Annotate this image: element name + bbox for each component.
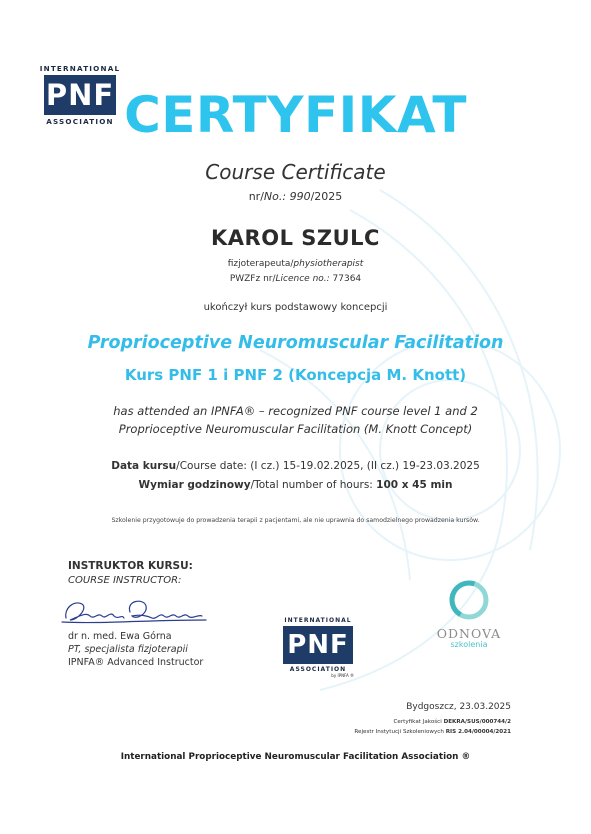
quality-value: DEKRA/SUS/000744/2 <box>443 719 511 725</box>
register-value: RIS 2.04/00004/2021 <box>445 729 511 735</box>
logo-top-association: ASSOCIATION <box>46 117 114 126</box>
instructor-details <box>68 630 203 669</box>
recipient-name: KAROL SZULC <box>211 226 380 250</box>
quality-certificate <box>394 719 512 725</box>
logo-mid-international: INTERNATIONAL <box>284 617 352 624</box>
logo-mid-byline: by IPNFA ® <box>331 673 354 678</box>
training-register <box>354 729 511 735</box>
dates-value: (I cz.) 15-19.02.2025, (II cz.) 19-23.03.2025 <box>250 460 480 472</box>
licence-number <box>0 274 591 284</box>
dates-label-pl: Data kursu <box>111 460 177 472</box>
hours-value: 100 x 45 min <box>376 479 453 491</box>
footer-association: International Proprioceptive Neuromuscular Facilitation Association ® <box>120 752 471 762</box>
register-label: Rejestr Instytucji Szkoleniowych <box>354 729 446 735</box>
instructor-heading <box>68 560 193 586</box>
licence-label-en: Licence no.: <box>275 274 330 284</box>
number-value: 990 <box>289 190 311 203</box>
odnova-ring-icon <box>447 578 491 622</box>
certificate-title: CERTYFIKAT <box>124 86 467 144</box>
number-label-pl: nr/ <box>248 190 264 203</box>
logo-top-international: INTERNATIONAL <box>39 64 121 73</box>
instructor-title: IPNFA® Advanced Instructor <box>68 657 204 668</box>
attended-line-2: Proprioceptive Neuromuscular Facilitation (M. Knott Concept) <box>118 422 473 436</box>
odnova-sub: szkolenia <box>450 640 488 649</box>
instructor-heading-en: COURSE INSTRUCTOR: <box>68 575 182 586</box>
number-year: /2025 <box>310 190 343 203</box>
place-date: Bydgoszcz, 23.03.2025 <box>406 702 511 712</box>
logo-mid-pnf: PNF <box>283 626 353 664</box>
quality-label: Certyfikat Jakości <box>393 719 444 725</box>
hours-label-en: /Total number of hours: <box>250 479 377 491</box>
course-dates <box>0 460 591 472</box>
odnova-logo <box>424 578 514 649</box>
profession-pl: fizjoterapeuta/ <box>227 259 294 269</box>
licence-label-pl: PWZFz nr/ <box>229 274 276 284</box>
course-hours <box>0 479 591 491</box>
logo-top-pnf: PNF <box>44 75 116 115</box>
certificate-number <box>0 190 591 203</box>
profession-en: physiotherapist <box>293 259 364 269</box>
logo-mid-association: ASSOCIATION <box>289 666 347 673</box>
course-name: Proprioceptive Neuromuscular Facilitation <box>87 333 504 353</box>
profession <box>0 259 591 269</box>
completed-text: ukończył kurs podstawowy koncepcji <box>203 302 388 313</box>
certificate-subtitle: Course Certificate <box>205 160 386 184</box>
ipnfa-logo-middle <box>278 617 358 678</box>
instructor-role: PT, specjalista fizjoterapii <box>68 644 188 655</box>
instructor-name: dr n. med. Ewa Górna <box>68 631 172 642</box>
licence-value: 77364 <box>329 274 362 284</box>
hours-label-pl: Wymiar godzinowy <box>138 479 251 491</box>
course-subtitle: Kurs PNF 1 i PNF 2 (Koncepcja M. Knott) <box>124 366 467 384</box>
signature-image <box>60 590 210 630</box>
dates-label-en: /Course date: <box>176 460 251 472</box>
number-label-en: No.: <box>263 190 287 203</box>
training-note: Szkolenie przygotowuje do prowadzenia terapii z pacjentami, ale nie uprawnia do samodzielnego prowadzenia kursów. <box>111 517 480 524</box>
attended-line-1: has attended an IPNFA® – recognized PNF course level 1 and 2 <box>113 404 478 418</box>
instructor-heading-pl: INSTRUKTOR KURSU: <box>68 560 193 572</box>
odnova-name: ODNOVA <box>436 626 502 641</box>
